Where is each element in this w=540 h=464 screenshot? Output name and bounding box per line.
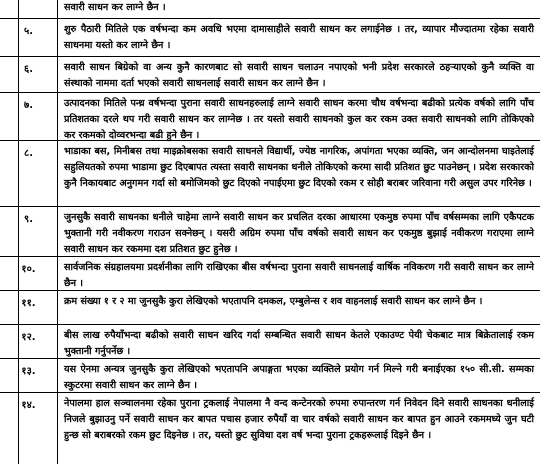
table-row: [0, 324, 540, 359]
table-row: [0, 206, 540, 257]
row-number: १३.: [0, 359, 58, 393]
table-row: [0, 140, 540, 207]
row-text: सवारी साधन बिग्रेको वा अन्य कुनै कारणबाट सो सवारी साधन चलाउन नपाएको भनी प्रदेश सरकारले ठहऱ्याएको कुनै व्यक्ति वा संस्थाको नाममा दर्ता भएको सवारी साधनलाई सवारी साधन कर लाग्ने छैन ।: [64, 62, 534, 89]
row-text: सवारी साधन कर लाग्ने छैन ।: [64, 2, 166, 13]
table-row: [0, 0, 540, 19]
row-text: बीस लाख रुपैयाँभन्दा बढीको सवारी साधन खरिद गर्दा सम्बन्धित सवारी साधन केतले एकाउण्ट पेयी चेकबाट मात्र बिक्रेतालाई रकम भुक्तानी गर्नुपर्नेछ ।: [64, 330, 534, 357]
table-row: [0, 18, 540, 57]
row-number: १२.: [0, 325, 58, 359]
table-row: [0, 290, 540, 325]
table-row: [0, 56, 540, 93]
row-number: ९.: [0, 207, 58, 257]
table-row: [0, 392, 540, 464]
table-row: [0, 92, 540, 141]
row-text: जुनसुकै सवारी साधनका धनीले चाहेमा लाग्ने सवारी साधन कर प्रचलित दरका आधारमा एकमुष्ठ रुपमा पाँच वर्षसम्मका लागि एकैपटक भुक्तानी गरी नवीकरण गराउन सक्नेछन् । यसरी अग्रिम रुपमा पाँच वर्षको सवारी साधन कर एकमुष्ठ बुझाई नवीकरण गराएमा लाग्ने सवारी साधन कर रकममा दश प्रतिशत छुट हुनेछ ।: [64, 212, 534, 255]
row-number: १०.: [0, 257, 58, 291]
row-text: सार्वजनिक संग्रहालयमा प्रदर्शनीका लागि राखिएका बीस वर्षभन्दा पुराना सवारी साधनलाई वार्षिक नविकरण गरी सवारी साधन कर लाग्ने छैन ।: [64, 262, 534, 289]
row-text: नेपालमा हाल सञ्चालनमा रहेका पुराना ट्रकलाई नेपालमा नै वन्द कन्टेनरको रुपमा रुपान्तरण गर्न निवेदन दिने सवारी साधनका धनीलाई निजले बुझाउनु पर्ने सवारी साधन कर बापत पचास हजार रुपैयाँ वा चार वर्षको सवारी साधन कर बापत हुन आउने रकममध्ये जुन घटी हुन्छ सो बराबरको रकम छुट दिइनेछ । तर, यस्तो छुट सुविधा दश वर्ष भन्दा पुराना ट्रकहरूलाई दिइने छैन ।: [64, 398, 534, 441]
row-text: क्रम संख्या १ र २ मा जुनसुकै कुरा लेखिएको भएतापनि दमकल, एम्बुलेन्स र शव वाहनलाई सवारी साधन कर लाग्ने छैन ।: [64, 296, 483, 307]
row-text: शुरु पैठारी मितिले एक वर्षभन्दा कम अवधि भएमा दामासाहीले सवारी साधन कर लगाईनेछ । तर, व्यापार मौज्दातमा रहेका सवारी साधनमा यस्तो कर लाग्ने छैन ।: [64, 24, 534, 51]
table-row: [0, 358, 540, 393]
row-text: भाडाका बस, मिनीबस तथा माइक्रोबसका सवारी साधनले विद्यार्थी, ज्येष्ठ नागरिक, अपांगता भएका व्यक्ति, जन आन्दोलनमा घाइतेलाई सहुलियतको रुपमा भाडामा छुट दिएबापत त्यस्ता सवारी साधनका धनीले तोकिएको करमा सादी प्रतिशत छुट पाउनेछन् । प्रदेश सरकारको कुनै निकायबाट अनुगमन गर्दा सो बमोजिमको छुट दिएको नपाईएमा छुट दिएको रकम र सोही बराबर जरिवाना गरी असुल उपर गरिनेछ ।: [64, 146, 534, 189]
row-number: [0, 0, 58, 19]
row-number: ८.: [0, 141, 58, 207]
row-number: ५.: [0, 19, 58, 57]
row-number: १४.: [0, 393, 58, 464]
table-row: [0, 256, 540, 291]
row-number: ७.: [0, 93, 58, 141]
row-text: उत्पादनका मितिले पन्ध्र वर्षभन्दा पुराना सवारी साधनहरुलाई लाग्ने सवारी साधन करमा चौध वर्षभन्दा बढीको प्रत्येक वर्षको लागि पाँच प्रतिशतका दरले थप गरी सवारी साधन कर लाग्नेछ । तर यस्तो सवारी साधनको कुल कर रकम उक्त सवारी साधनको लागि तोकिएको कर रकमको दोव्वरभन्दा बढी हुने छैन ।: [64, 98, 534, 141]
row-number: ११.: [0, 291, 58, 325]
row-text: यस ऐनमा अन्यत्र जुनसुकै कुरा लेखिएको भएतापनि अपाङ्गता भएका व्यक्तिले प्रयोग गर्न मिल्ने गरी बनाईएका १५० सी.सी. सम्मका स्कुटरमा सवारी साधन कर लाग्ने छैन ।: [64, 364, 534, 391]
row-number: ६.: [0, 57, 58, 93]
